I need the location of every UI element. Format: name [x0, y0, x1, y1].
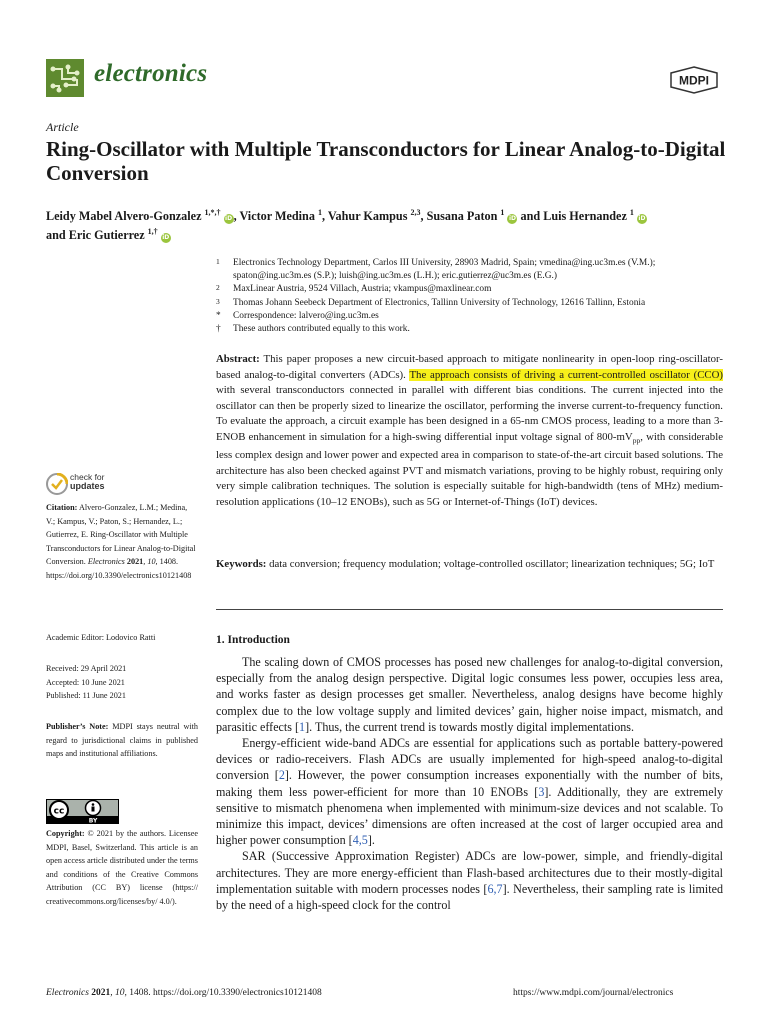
orcid-icon[interactable]: iD: [638, 215, 646, 223]
author-name: Eric Gutierrez: [68, 228, 145, 243]
abstract-text: This paper proposes a new circuit-based approach to mitigate nonlinearity in open-loop ring-oscillator-based analog-to-digital converters (ADCs).: [216, 353, 723, 381]
author-name: Victor Medina: [239, 209, 315, 224]
paragraph: [216, 848, 723, 913]
paragraph-text: ]. Additionally, they are extremely sensitive to mismatch phenomena when implemented with minimum-size devices and not scalable. To minimize this impact, devices’ dimensions are often increased at the cost of larger occupied area and higher power consumption [: [216, 784, 723, 848]
check-for-updates-icon[interactable]: [46, 473, 68, 495]
affiliation-mark: 1: [216, 257, 220, 266]
author-affiliation-sup: 1,*,†: [204, 208, 221, 217]
keywords-text: data conversion; frequency modulation; voltage-controlled oscillator; linearization techniques; 5G; IoT: [266, 558, 715, 570]
affiliations: [216, 257, 726, 336]
author-affiliation-sup: 2,3: [410, 208, 421, 217]
abstract-highlight: The approach consists of driving a current-controlled oscillator (CCO): [409, 368, 723, 381]
citation-ref[interactable]: 4,5: [352, 833, 368, 848]
academic-editor: Academic Editor: Lodovico Ratti: [46, 633, 156, 642]
footer-journal-url[interactable]: https://www.mdpi.com/journal/electronics: [513, 988, 674, 998]
copyright-label: Copyright:: [46, 829, 85, 838]
paragraph-text: SAR (Successive Approximation Register) ADCs are low-power, simple, and friendly-digital architectures. They are more energy-efficient than Flash-based architectures due to their mostly-digital implementation suitable with modern processes nodes [: [216, 849, 723, 896]
abstract-text: , with considerable less complex design and lower power and expected area in comparison to state-of-the-art circuit based solutions. The architecture has also been checked against PVT and mismatch variations, proving to be highly robust, requiring only very simple calibration techniques. The solution is especially suitable for high-bandwidth (tens of MHz) medium-resolution applications (10–12 ENOBs), such as 5G or Internet-of-Things (IoT) devices.: [216, 430, 723, 508]
paragraph-text: The scaling down of CMOS processes has posed new challenges for analog-to-digital conversion, especially from the analog design perspective. Digital logic consumes less power, occupies less area, and works faster as design processes get smaller. Nevertheless, analog designs have become highly complex due to the low voltage supply and limited devices’ gain, higher noise impact, mismatch, and parasitic effects [: [216, 655, 723, 734]
published-date: Published: 11 June 2021: [46, 691, 126, 701]
paragraph-text: ]. Thus, the current trend is towards mostly digital implementations.: [305, 719, 635, 734]
affiliation-mark: 3: [216, 296, 220, 306]
affiliation-mark: †: [216, 324, 221, 335]
introduction-body: [216, 654, 723, 913]
orcid-icon[interactable]: iD: [508, 215, 516, 223]
keywords-label: Keywords:: [216, 558, 267, 570]
check-for-updates-link[interactable]: [70, 473, 105, 491]
affiliation-row: [216, 297, 726, 310]
affiliation-text: MaxLinear Austria, 9524 Villach, Austria; vkampus@maxlinear.com: [233, 284, 492, 295]
paragraph-text: ]. However, the power consumption increases exponentially with the number of bits, making them less power-efficient for more than 10 ENOBs [: [216, 768, 723, 799]
paragraph-text: ]. Nevertheless, their sampling rate is limited by the need of a high-speed clock for the control: [216, 881, 723, 913]
check-updates-line1: check for: [70, 472, 105, 482]
footer-doi[interactable]: , 1408. https://doi.org/10.3390/electronics10121408: [124, 988, 322, 998]
author-list: Leidy Mabel Alvero-Gonzalez $^{1,*,\dagger}$ iD, Victor Medina $^1$, Vahur Kampus $^{2,3}$, Susana Paton $^1$ iD and Luis Hernandez $^1$ iD and Eric Gutierrez $^{1,\dagger}$ iD: [46, 208, 646, 243]
citation-journal: Electronics: [87, 557, 125, 567]
publisher-note-label: Publisher’s Note:: [46, 722, 109, 731]
article-type: Article: [46, 120, 79, 134]
publication-dates: [46, 662, 198, 703]
abstract: [216, 352, 723, 510]
svg-text:cc: cc: [53, 806, 65, 817]
paragraph: [216, 654, 723, 735]
electronics-circuit-logo-icon: [46, 59, 84, 97]
publisher-note: [46, 720, 198, 761]
mdpi-logo-text: MDPI: [679, 73, 709, 88]
author-name: Susana Paton: [426, 209, 498, 224]
citation-year: 2021: [124, 557, 144, 567]
affiliation-text: Electronics Technology Department, Carlos III University, 28903 Madrid, Spain; vmedina@ing.uc3m.es (V.M.); spaton@ing.uc3m.es (S.P.); luish@ing.uc3m.es (L.H.); eric.gutierrez@uc3m.es (E.G.): [233, 258, 656, 282]
footer-year: 2021: [88, 988, 111, 998]
cc-badge-label: BY: [88, 817, 98, 824]
citation-text: Alvero-Gonzalez, L.M.; Medina, V.; Kampus, V.; Paton, S.; Hernandez, L.; Gutierrez, E. Ring-Oscillator with Multiple Transconductors for Linear Analog-to-Digital Conversion.: [46, 503, 196, 567]
copyright-text: © 2021 by the authors. Licensee MDPI, Basel, Switzerland. This article is an open access article distributed under the terms and conditions of the Creative Commons Attribution (CC BY) license (https:// creativecommons.org/licenses/by/ 4.0/).: [46, 829, 198, 906]
citation-ref[interactable]: 1: [299, 719, 306, 734]
received-date: Received: 29 April 2021: [46, 664, 127, 673]
author-affiliation-sup: 1: [629, 208, 634, 217]
abstract-subscript: pp: [632, 435, 641, 445]
footer-citation: [46, 988, 322, 998]
affiliation-row: [216, 310, 726, 323]
correspondence-text: Correspondence: lalvero@ing.uc3m.es: [233, 310, 379, 321]
orcid-icon[interactable]: iD: [162, 234, 170, 242]
paper-title: Ring-Oscillator with Multiple Transconductors for Linear Analog-to-Digital Conversion: [46, 137, 726, 185]
footer-journal: Electronics: [46, 988, 89, 998]
citation-ref[interactable]: 3: [538, 784, 545, 799]
paragraph-text: ].: [367, 833, 375, 848]
footer-volume: , 10: [110, 988, 125, 998]
citation-ref[interactable]: 6,7: [487, 881, 503, 896]
equal-contribution-note: These authors contributed equally to this work.: [233, 324, 410, 335]
orcid-icon[interactable]: iD: [225, 215, 233, 223]
affiliation-row: [216, 323, 726, 336]
check-updates-line2: updates: [70, 481, 105, 491]
citation-doi[interactable]: , 1408. https://doi.org/10.3390/electronics10121408: [46, 557, 192, 580]
abstract-label: Abstract:: [216, 353, 260, 365]
affiliation-text: Thomas Johann Seebeck Department of Electronics, Tallinn University of Technology, 12616 Tallinn, Estonia: [233, 297, 646, 308]
copyright-notice: [46, 827, 198, 909]
citation-ref[interactable]: 2: [278, 768, 285, 783]
citation-volume: , 10: [143, 557, 156, 567]
citation-label: Citation:: [46, 503, 78, 512]
section-divider: [216, 609, 723, 610]
author-name: Vahur Kampus: [327, 209, 408, 224]
accepted-date: Accepted: 10 June 2021: [46, 677, 125, 687]
citation-block: [46, 501, 198, 583]
author-name: Leidy Mabel Alvero-Gonzalez: [46, 209, 202, 224]
affiliation-mark: 2: [216, 283, 220, 293]
affiliation-row: [216, 283, 726, 296]
paragraph-text: Energy-efficient wide-band ADCs are essential for applications such as portable battery-powered devices or radio-receivers. Flash ADCs are usually implemented for high-speed analog-to-digital conversion [: [216, 736, 723, 783]
author-affiliation-sup: 1: [317, 208, 322, 217]
author-name: Luis Hernandez: [543, 209, 627, 224]
abstract-text: with several transconductors connected in parallel with different bias conditions. The current injected into the oscillator can then be properly sized to linearize the oscillator, performing the inverse current-to-frequency function. To evaluate the approach, a circuit example has been designed in a 65-nm CMOS process, leading to a more than 3-ENOB enhancement in simulation for a high-swing differential input voltage signal of 800-mV: [216, 384, 723, 443]
publisher-note-text: MDPI stays neutral with regard to jurisdictional claims in published maps and institutional affiliations.: [46, 722, 199, 759]
keywords: [216, 557, 723, 573]
author-affiliation-sup: 1: [500, 208, 505, 217]
cc-by-license-icon[interactable]: [46, 799, 119, 824]
paragraph: [216, 735, 723, 848]
section-heading: 1. Introduction: [216, 634, 290, 646]
affiliation-row: [216, 257, 726, 283]
mdpi-logo: [669, 66, 719, 94]
author-affiliation-sup: 1,†: [147, 227, 158, 237]
journal-name: electronics: [94, 60, 208, 87]
affiliation-mark: *: [216, 310, 221, 321]
